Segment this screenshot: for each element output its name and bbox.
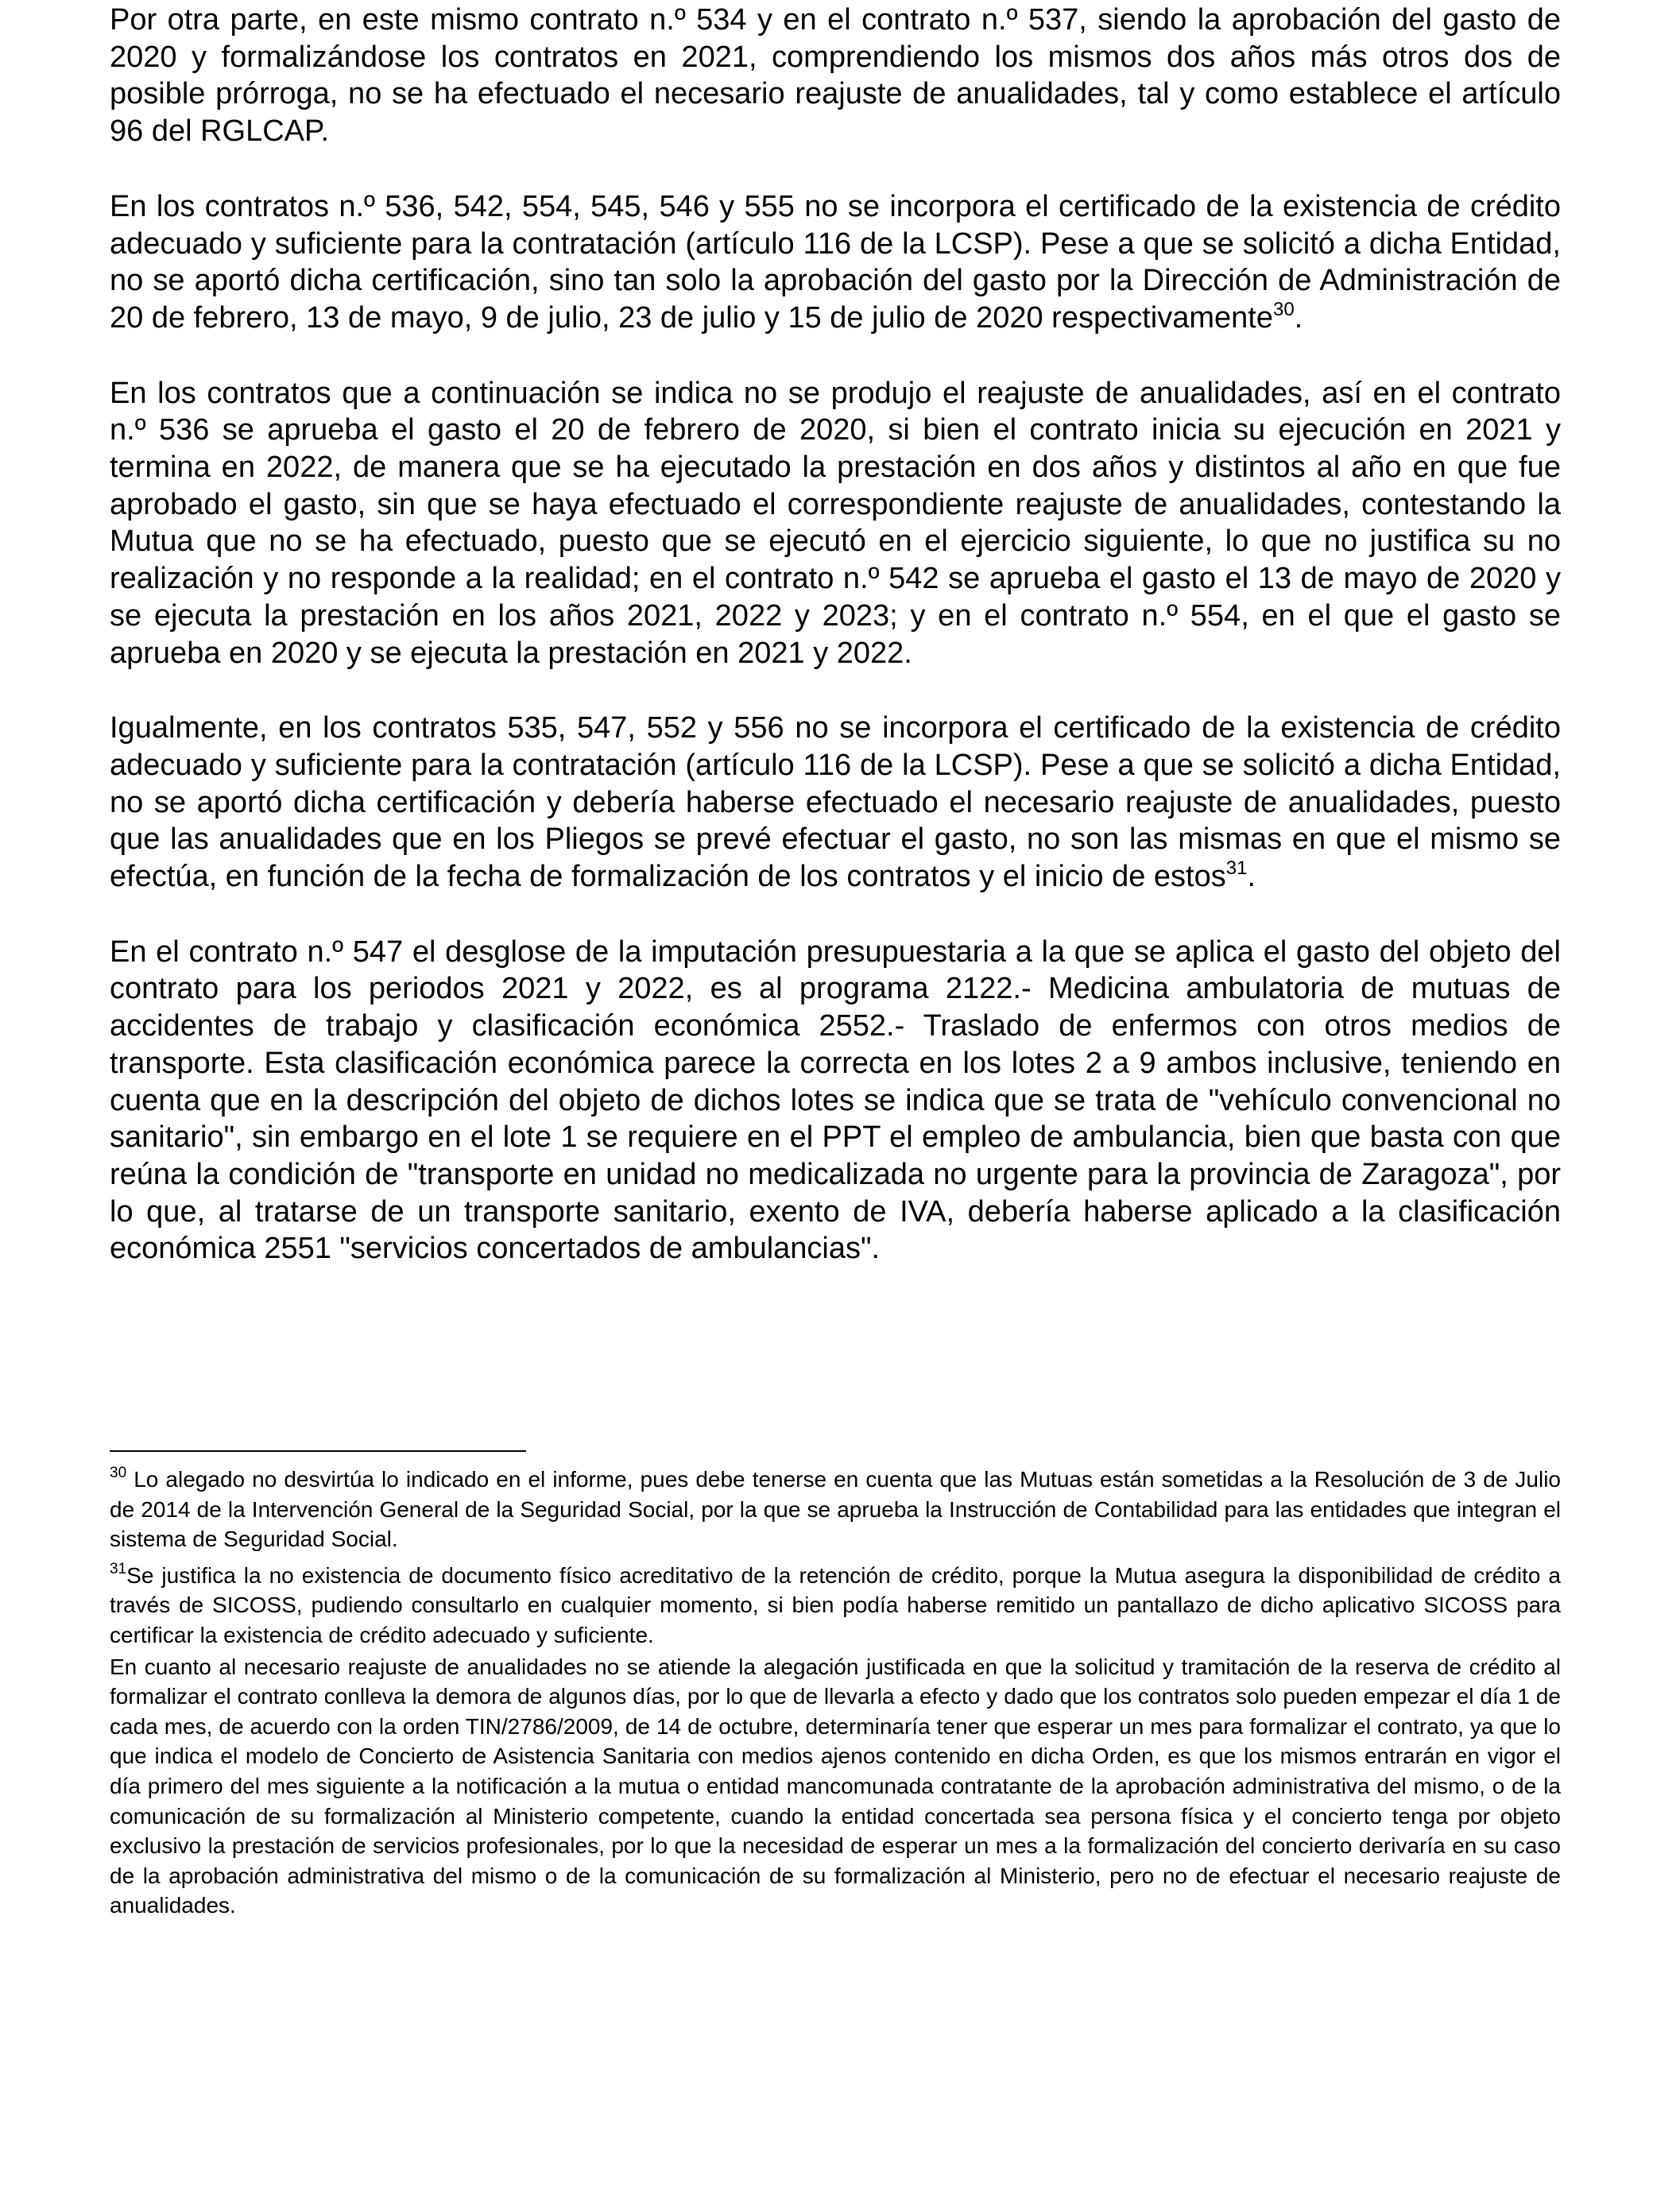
paragraph-text: En los contratos que a continuación se indica no se produjo el reajuste de anualidades, así en el contrato n.º 536 se aprueba el gasto el 20 de febrero de 2020, si bien el contrato inicia su ejecución en 2021 y termina en 2022, de manera que se ha ejecutado la prestación en dos años y distintos al año en que fue aprobado el gasto, sin que se haya efectuado el correspondiente reajuste de anualidades, contestando la Mutua que no se ha efectuado, puesto que se ejecutó en el ejercicio siguiente, lo que no justifica su no realización y no responde a la realidad; en el contrato n.º 542 se aprueba el gasto el 13 de mayo de 2020 y se ejecuta la prestación en los años 2021, 2022 y 2023; y en el contrato n.º 554, en el que el gasto se aprueba en 2020 y se ejecuta la prestación en 2021 y 2022.: [110, 376, 1561, 670]
footnote-31: [110, 1561, 1561, 1651]
footnote-text: Lo alegado no desvirtúa lo indicado en el informe, pues debe tenerse en cuenta que las Mutuas están sometidas a la Resolución de 3 de Julio de 2014 de la Intervención General de la Seguridad Social, por la que se aprueba la Instrucción de Contabilidad para las entidades que integran el sistema de Seguridad Social.: [110, 1467, 1562, 1552]
paragraph-contrato-547: [110, 934, 1561, 1267]
body-text: [110, 2, 1561, 1306]
paragraph-tail: .: [1247, 860, 1256, 894]
paragraph-text: Por otra parte, en este mismo contrato n.º 534 y en el contrato n.º 537, siendo la aprobación del gasto de 2020 y formalizándose los contratos en 2021, comprendiendo los mismos dos años más otros dos de posible prórroga, no se ha efectuado el necesario reajuste de anualidades, tal y como establece el artículo 96 del RGLCAP.: [110, 3, 1561, 149]
footnote-number: 31: [110, 1560, 127, 1577]
paragraph-text: Igualmente, en los contratos 535, 547, 552 y 556 no se incorpora el certificado de la existencia de crédito adecuado y suficiente para la contratación (artículo 116 de la LCSP). Pese a que se solicitó a dicha Entidad, no se aportó dicha certificación y debería haberse efectuado el necesario reajuste de anualidades, puesto que las anualidades que en los Pliegos se prevé efectuar el gasto, no son las mismas en que el mismo se efectúa, en función de la fecha de formalización de los contratos y el inicio de estos: [110, 711, 1561, 894]
paragraph-text: En el contrato n.º 547 el desglose de la imputación presupuestaria a la que se aplica el gasto del objeto del contrato para los periodos 2021 y 2022, es al programa 2122.- Medicina ambulatoria de mutuas de accidentes de trabajo y clasificación económica 2552.- Traslado de enfermos con otros medios de transporte. Esta clasificación económica parece la correcta en los lotes 2 a 9 ambos inclusive, teniendo en cuenta que en la descripción del objeto de dichos lotes se indica que se trata de "vehículo convencional no sanitario", sin embargo en el lote 1 se requiere en el PPT el empleo de ambulancia, bien que basta con que reúna la condición de "transporte en unidad no medicalizada no urgente para la provincia de Zaragoza", por lo que, al tratarse de un transporte sanitario, exento de IVA, debería haberse aplicado a la clasificación económica 2551 "servicios concertados de ambulancias".: [110, 935, 1561, 1266]
paragraph-reajuste-anualidades: [110, 375, 1561, 672]
footnote-text: Se justifica la no existencia de documento físico acreditativo de la retención de crédito, porque la Mutua asegura la disponibilidad de crédito a través de SICOSS, pudiendo consultarlo en cualquier momento, si bien podía haberse remitido un pantallazo de dicho aplicativo SICOSS para certificar la existencia de crédito adecuado y suficiente.: [110, 1562, 1561, 1647]
footnote-30: [110, 1465, 1561, 1554]
footnote-text: En cuanto al necesario reajuste de anualidades no se atiende la alegación justificada en que la solicitud y tramitación de la reserva de crédito al formalizar el contrato conlleva la demora de algunos días, por lo que de llevarla a efecto y dado que los contratos solo pueden empezar el día 1 de cada mes, de acuerdo con la orden TIN/2786/2009, de 14 de octubre, determinaría tener que esperar un mes para formalizar el contrato, ya que lo que indica el modelo de Concierto de Asistencia Sanitaria con medios ajenos contenido en dicha Orden, es que los mismos entrarán en vigor el día primero del mes siguiente a la notificación a la mutua o entidad mancomunada contratante de la aprobación administrativa del mismo, o de la comunicación de su formalización al Ministerio competente, cuando la entidad concertada sea persona física y el concierto tenga por objeto exclusivo la prestación de servicios profesionales, por lo que la necesidad de esperar un mes a la formalización del concierto derivaría en su caso de la aprobación administrativa del mismo o de la comunicación de su formalización al Ministerio, pero no de efectuar el necesario reajuste de anualidades.: [110, 1654, 1561, 1918]
footnote-ref-31[interactable]: 31: [1225, 857, 1248, 880]
footnotes: [110, 1465, 1561, 1927]
paragraph-reajuste-534-537: [110, 2, 1561, 150]
footnote-number: 30: [110, 1465, 127, 1481]
footnote-ref-30[interactable]: 30: [1272, 298, 1295, 320]
footnote-31-continuation: [110, 1652, 1561, 1921]
footnote-separator: [110, 1450, 526, 1452]
paragraph-text: En los contratos n.º 536, 542, 554, 545, 546 y 555 no se incorpora el certificado de la existencia de crédito adecuado y suficiente para la contratación (artículo 116 de la LCSP). Pese a que se solicitó a dicha Entidad, no se aportó dicha certificación, sino tan solo la aprobación del gasto por la Dirección de Administración de 20 de febrero, 13 de mayo, 9 de julio, 23 de julio y 15 de julio de 2020 respectivamente: [110, 189, 1561, 335]
paragraph-tail: .: [1294, 300, 1303, 335]
paragraph-certificado-credito-535: [110, 710, 1561, 896]
paragraph-certificado-credito-536: [110, 188, 1561, 337]
